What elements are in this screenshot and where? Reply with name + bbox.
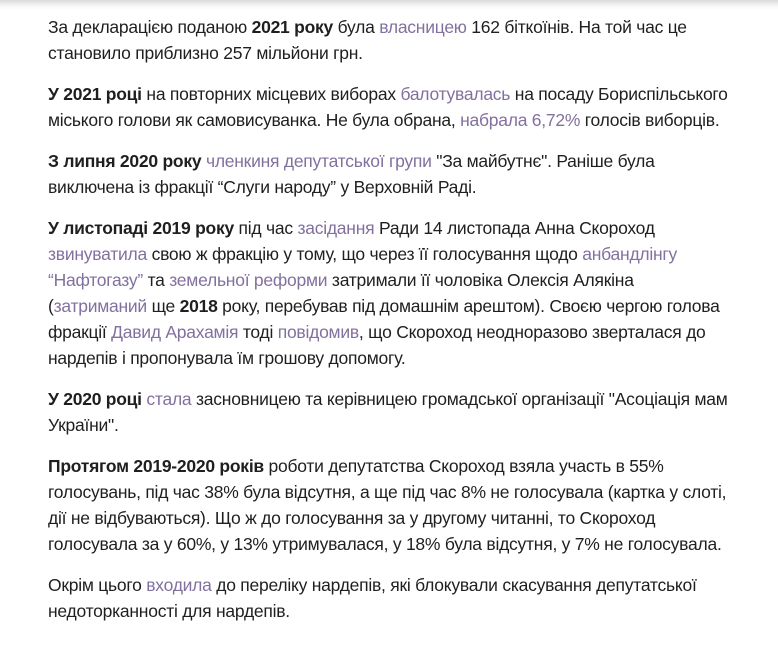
paragraph	[48, 14, 734, 66]
inline-link[interactable]: затриманий	[53, 296, 147, 316]
text-run: року, перебував під домашнім арештом). Своєю чергою голова фракції	[48, 296, 720, 342]
inline-link[interactable]: анбандлінгу “Нафтогазу”	[48, 244, 678, 290]
text-run: За декларацією поданою	[48, 17, 252, 37]
paragraph	[48, 386, 734, 438]
text-run: на повторних місцевих виборах	[141, 84, 401, 104]
text-run: голосів виборців.	[580, 110, 720, 130]
text-run: , що Скороход неодноразово зверталася до нардепів і пропонувала їм грошову допомогу.	[48, 322, 706, 368]
inline-link[interactable]: членкиня депутатської групи	[205, 151, 432, 171]
text-run: Окрім цього	[48, 575, 147, 595]
text-run: "За майбутнє". Раніше була виключена із фракції “Слуги народу” у Верховній Раді.	[48, 151, 655, 197]
bold-text: У 2020 році	[48, 389, 142, 409]
inline-link[interactable]: звинуватила	[48, 244, 147, 264]
bold-text: 2018	[179, 296, 218, 316]
inline-link[interactable]: набрала 6,72%	[460, 110, 581, 130]
text-run: Ради 14 листопада Анна Скороход	[374, 218, 655, 238]
text-run: на посаду Бориспільського міського голови як самовисуванка. Не була обрана,	[48, 84, 728, 130]
text-run: ще	[146, 296, 180, 316]
paragraph	[48, 453, 734, 557]
inline-link[interactable]: входила	[146, 575, 212, 595]
paragraph	[48, 215, 734, 371]
bold-text: Протягом 2019-2020 років	[48, 456, 264, 476]
paragraph	[48, 572, 734, 624]
paragraph	[48, 148, 734, 200]
text-run: до переліку нардепів, які блокували скасування депутатської недоторканності для нардепів.	[48, 575, 697, 621]
text-run: засновницею та керівницею громадської організації "Асоціація мам України".	[48, 389, 728, 435]
text-run: затримали її чоловіка Олексія Алякіна (	[48, 270, 634, 316]
text-run: під час	[233, 218, 298, 238]
inline-link[interactable]: власницею	[379, 17, 467, 37]
bold-text: 2021 року	[251, 17, 334, 37]
text-run: була	[333, 17, 380, 37]
inline-link[interactable]: стала	[146, 389, 192, 409]
bold-text: З липня 2020 року	[48, 151, 202, 171]
text-run: свою ж фракцію у тому, що через її голосування щодо	[146, 244, 583, 264]
inline-link[interactable]: засідання	[297, 218, 375, 238]
inline-link[interactable]: балотувалась	[400, 84, 511, 104]
paragraph	[48, 81, 734, 133]
text-run: тоді	[238, 322, 278, 342]
inline-link[interactable]: повідомив	[277, 322, 359, 342]
text-run: та	[142, 270, 170, 290]
text-run: 162 біткоїнів. На той час це становило приблизно 257 мільйони грн.	[48, 17, 687, 63]
inline-link[interactable]: земельної реформи	[169, 270, 328, 290]
text-run: роботи депутатства Скороход взяла участь в 55% голосувань, під час 38% була відсутня, а ще під час 8% не голосувала (картка у слоті, дії не відбуваються). Що ж до голосування за у другому читанні, то Скороход голосувала за у 60%, у 13% утримувалася, у 18% була відсутня, у 7% не голосувала.	[48, 456, 727, 554]
bold-text: У листопаді 2019 року	[48, 218, 234, 238]
bold-text: У 2021 році	[48, 84, 142, 104]
inline-link[interactable]: Давид Арахамія	[111, 322, 239, 342]
